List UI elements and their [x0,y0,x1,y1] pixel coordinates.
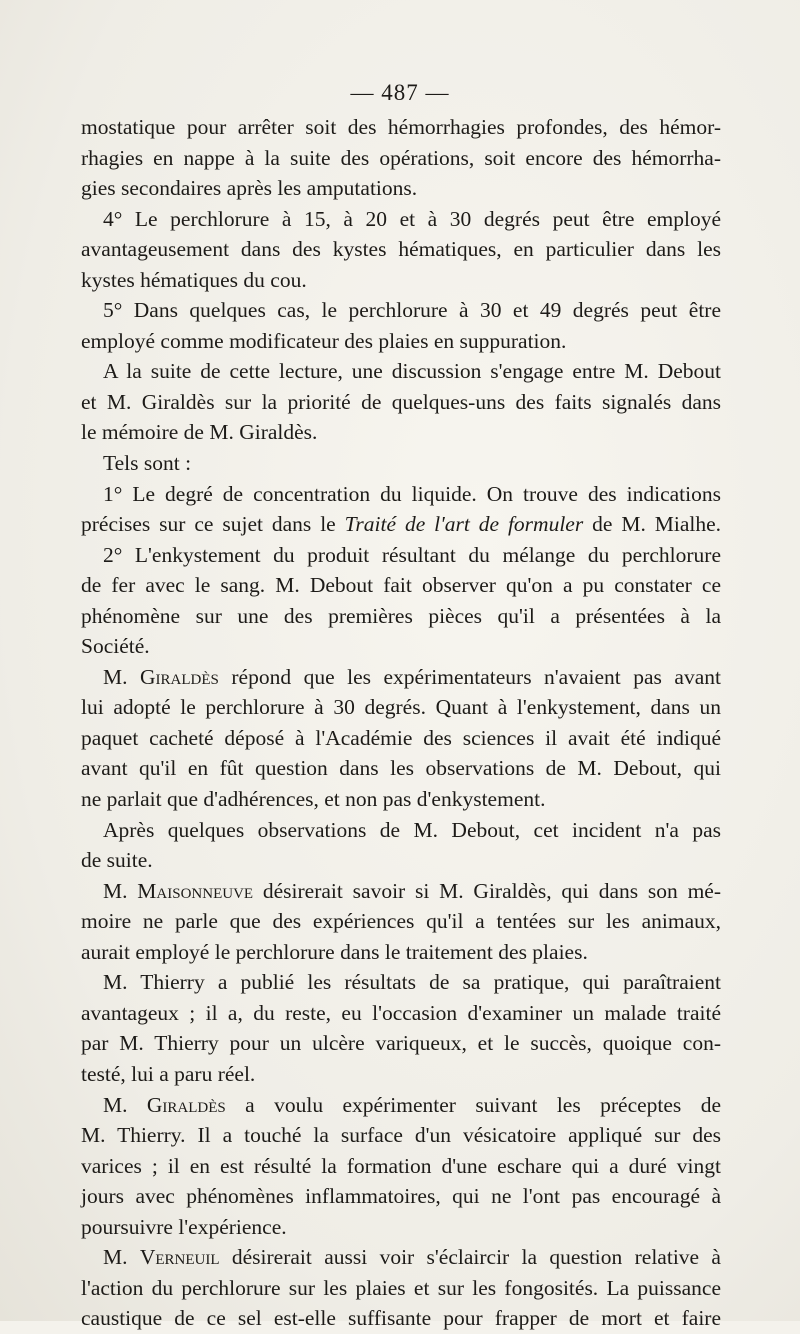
text-line: phénomène sur une des premières pièces qu'il a présentées à la [81,603,721,628]
text-line: employé comme modificateur des plaies en suppuration. [81,328,567,353]
text-line [81,1090,721,1121]
text-line: Après quelques observations de M. Debout, cet incident n'a pas [103,817,721,842]
text-line: caustique de ce sel est-elle suffisante pour frapper de mort et faire [81,1306,721,1331]
text-line: varices ; il en est résulté la formation d'une eschare qui a duré vingt [81,1153,721,1178]
text-line: aurait employé le perchlorure dans le traitement des plaies. [81,939,588,964]
text-line: le mémoire de M. Giraldès. [81,420,318,445]
speaker-name: Giraldès [140,664,219,689]
text-run: répond que les expérimentateurs n'avaient pas avant [218,664,721,689]
text-line: kystes hématiques du cou. [81,267,307,292]
text-line: et M. Giraldès sur la priorité de quelques-uns des faits signalés dans [81,389,721,414]
text-line: 1° Le degré de concentration du liquide. On trouve des indications [103,481,721,506]
text-line: de fer avec le sang. M. Debout fait observer qu'on a pu constater ce [81,573,721,598]
text-line [81,662,721,693]
text-line: poursuivre l'expérience. [81,1214,287,1239]
text-run: M. [103,1245,140,1270]
speaker-name: Maisonneuve [137,878,254,903]
text-line: ne parlait que d'adhérences, et non pas d'enkystement. [81,787,546,812]
body-text [81,112,721,1334]
text-line: gies secondaires après les amputations. [81,176,418,201]
text-run: précises sur ce sujet dans le [81,512,345,537]
text-line: par M. Thierry pour un ulcère variqueux, et le succès, quoique con- [81,1031,721,1056]
page-number-header: — 487 — [350,80,450,105]
italic-book-title: Traité de l'art de formuler [344,512,584,537]
text-line [81,509,721,540]
text-line: avant qu'il en fût question dans les observations de M. Debout, qui [81,756,721,781]
text-line: 5° Dans quelques cas, le perchlorure à 30 et 49 degrés peut être [103,298,721,323]
text-line: de suite. [81,848,153,873]
text-line [81,876,721,907]
text-line: avantageusement dans des kystes hématiques, en particulier dans les [81,237,721,262]
text-line: avantageux ; il a, du reste, eu l'occasion d'examiner un malade traité [81,1000,721,1025]
text-line: paquet cacheté déposé à l'Académie des sciences il avait été indiqué [81,725,721,750]
text-run: de M. Mialhe. [583,512,722,537]
text-line: M. Thierry a publié les résultats de sa pratique, qui paraîtraient [103,970,721,995]
text-run: désirerait aussi voir s'éclaircir la question relative à [219,1245,721,1270]
text-run: a voulu expérimenter suivant les préceptes de [225,1092,721,1117]
text-line: Société. [81,634,150,659]
text-line: rhagies en nappe à la suite des opérations, soit encore des hémorrha- [81,145,721,170]
speaker-name: Verneuil [139,1245,220,1270]
text-run: M. [103,664,140,689]
text-line: lui adopté le perchlorure à 30 degrés. Quant à l'enkystement, dans un [81,695,721,720]
text-line: Tels sont : [103,451,192,476]
text-line [81,1242,721,1273]
text-line: testé, lui a paru réel. [81,1061,256,1086]
text-line: A la suite de cette lecture, une discussion s'engage entre M. Debout [103,359,721,384]
text-line: M. Thierry. Il a touché la surface d'un vésicatoire appliqué sur des [81,1123,721,1148]
text-line: jours avec phénomènes inflammatoires, qui ne l'ont pas encouragé à [81,1184,721,1209]
text-line: 2° L'enkystement du produit résultant du mélange du perchlorure [103,542,721,567]
text-run: M. [103,1092,147,1117]
text-line: l'action du perchlorure sur les plaies et sur les fongosités. La puissance [81,1275,721,1300]
speaker-name: Giraldès [146,1092,226,1117]
text-line: 4° Le perchlorure à 15, à 20 et à 30 degrés peut être employé [103,206,721,231]
text-run: M. [103,878,138,903]
text-run: désirerait savoir si M. Giraldès, qui dans son mé- [253,878,721,903]
text-line: mostatique pour arrêter soit des hémorrhagies profondes, des hémor- [81,115,721,139]
text-line: moire ne parle que des expériences qu'il a tentées sur les animaux, [81,909,721,934]
